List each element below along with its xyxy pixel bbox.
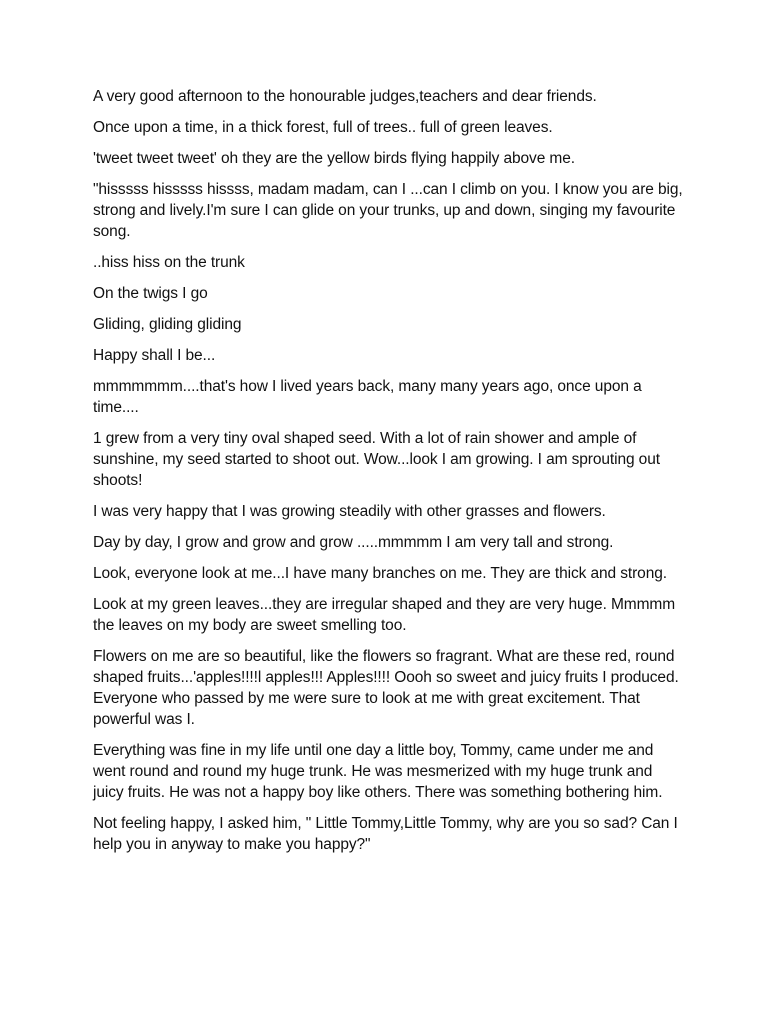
paragraph: 'tweet tweet tweet' oh they are the yellow birds flying happily above me. — [93, 150, 575, 167]
paragraph: I was very happy that I was growing steadily with other grasses and flowers. — [93, 503, 606, 520]
paragraph: mmmmmmm....that's how I lived years back, many many years ago, once upon a time.... — [93, 378, 642, 416]
song-line: Gliding, gliding gliding — [93, 316, 242, 333]
document-body — [93, 86, 683, 865]
paragraph: Day by day, I grow and grow and grow .....mmmmm I am very tall and strong. — [93, 534, 614, 551]
paragraph: Not feeling happy, I asked him, " Little Tommy,Little Tommy, why are you so sad? Can I help you in anyway to make you happy?" — [93, 815, 678, 853]
paragraph: Flowers on me are so beautiful, like the flowers so fragrant. What are these red, round shaped fruits...'apples!!!!l apples!!! Apples!!!! Oooh so sweet and juicy fruits I produced. Everyone who passed by me were sure to look at me with great excitement. That powerful was I. — [93, 648, 679, 728]
paragraph: Look at my green leaves...they are irregular shaped and they are very huge. Mmmmm the leaves on my body are sweet smelling too. — [93, 596, 676, 634]
paragraph: "hisssss hisssss hissss, madam madam, can I ...can I climb on you. I know you are big, strong and lively.I'm sure I can glide on your trunks, up and down, singing my favourite song. — [93, 181, 683, 240]
song-line: On the twigs I go — [93, 285, 208, 302]
paragraph: Everything was fine in my life until one day a little boy, Tommy, came under me and went round and round my huge trunk. He was mesmerized with my huge trunk and juicy fruits. He was not a happy boy like others. There was something bothering him. — [93, 742, 663, 801]
paragraph-greeting: A very good afternoon to the honourable judges,teachers and dear friends. — [93, 88, 597, 105]
paragraph: 1 grew from a very tiny oval shaped seed. With a lot of rain shower and ample of sunshine, my seed started to shoot out. Wow...look I am growing. I am sprouting out shoots! — [93, 430, 660, 489]
song-line: Happy shall I be... — [93, 347, 216, 364]
song-line: ..hiss hiss on the trunk — [93, 254, 245, 271]
paragraph: Look, everyone look at me...I have many branches on me. They are thick and strong. — [93, 565, 667, 582]
paragraph: Once upon a time, in a thick forest, full of trees.. full of green leaves. — [93, 119, 553, 136]
